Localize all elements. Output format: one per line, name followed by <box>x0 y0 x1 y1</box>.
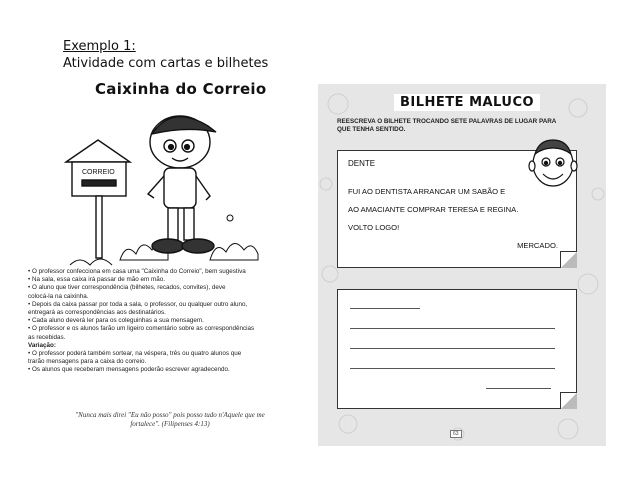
boy-character-icon <box>148 116 216 253</box>
list-item: • Os alunos que receberam mensagens poderão escrever agradecendo. <box>28 366 230 374</box>
bible-quote <box>50 411 290 429</box>
slide-title <box>63 38 268 72</box>
note-greeting: DENTE <box>348 159 376 168</box>
left-worksheet-page <box>20 78 308 458</box>
note-line: AO AMACIANTE COMPRAR TERESA E REGINA. <box>348 205 519 214</box>
smiling-boy-face-icon <box>523 132 583 192</box>
writing-line <box>350 368 555 369</box>
list-item: • O aluno que tiver correspondência (bilhetes, recados, convites), deve <box>28 284 226 292</box>
list-item: colocá-la na caixinha. <box>28 292 89 300</box>
list-item: • O professor e os alunos farão um ligeiro comentário sobre as correspondências <box>28 325 255 333</box>
rewrite-answer-card <box>337 289 577 409</box>
page-fold-icon <box>560 392 577 409</box>
right-worksheet-page <box>318 84 606 446</box>
right-page-heading: BILHETE MALUCO <box>394 94 540 111</box>
list-item: • Depois da caixa passar por toda a sala, o professor, ou qualquer outro aluno, <box>28 300 248 308</box>
mailbox-icon <box>66 140 130 258</box>
note-line: VOLTO LOGO! <box>348 223 400 232</box>
quote-line: "Nunca mais direi "Eu não posso" pois posso tudo n'Aquele que me <box>75 411 265 419</box>
writing-line <box>350 348 555 349</box>
list-item: • Na sala, essa caixa irá passar de mão em mão. <box>28 276 165 284</box>
writing-line <box>350 328 555 329</box>
list-item: as recebidas. <box>28 333 66 341</box>
quote-line: fortalece". (Filipenses 4:13) <box>130 420 210 428</box>
list-item: • O professor confecciona em casa uma "Caixinha do Correio", bem sugestiva <box>28 268 246 275</box>
instruction-line: REESCREVA O BILHETE TROCANDO SETE PALAVRAS DE LUGAR PARA <box>337 118 557 125</box>
left-page-heading: Caixinha do Correio <box>95 80 267 98</box>
instruction-line: QUE TENHA SENTIDO. <box>337 126 406 133</box>
title-activity-label: Atividade com cartas e bilhetes <box>63 56 269 71</box>
mailbox-boy-illustration <box>60 100 270 275</box>
list-item: trarão mensagens para a caixa do correio. <box>28 358 147 366</box>
list-item: • Cada aluno deverá ler para os coleguinhas a sua mensagem. <box>28 317 204 325</box>
writing-line <box>350 308 420 309</box>
page-fold-icon <box>560 251 577 268</box>
list-item: • O professor poderá também sortear, na véspera, três ou quatro alunos que <box>28 350 242 358</box>
list-item: entregará as correspondências aos destinatários. <box>28 309 166 317</box>
note-line: FUI AO DENTISTA ARRANCAR UM SABÃO E <box>348 187 506 196</box>
title-example-label: Exemplo 1: <box>63 39 136 54</box>
mailbox-label: CORREIO <box>82 169 115 176</box>
writing-line <box>486 388 551 389</box>
instructions-list <box>28 268 308 375</box>
note-signature: MERCADO. <box>517 241 558 250</box>
variation-heading: Variação: <box>28 341 57 349</box>
page-number: 63 <box>450 430 462 438</box>
